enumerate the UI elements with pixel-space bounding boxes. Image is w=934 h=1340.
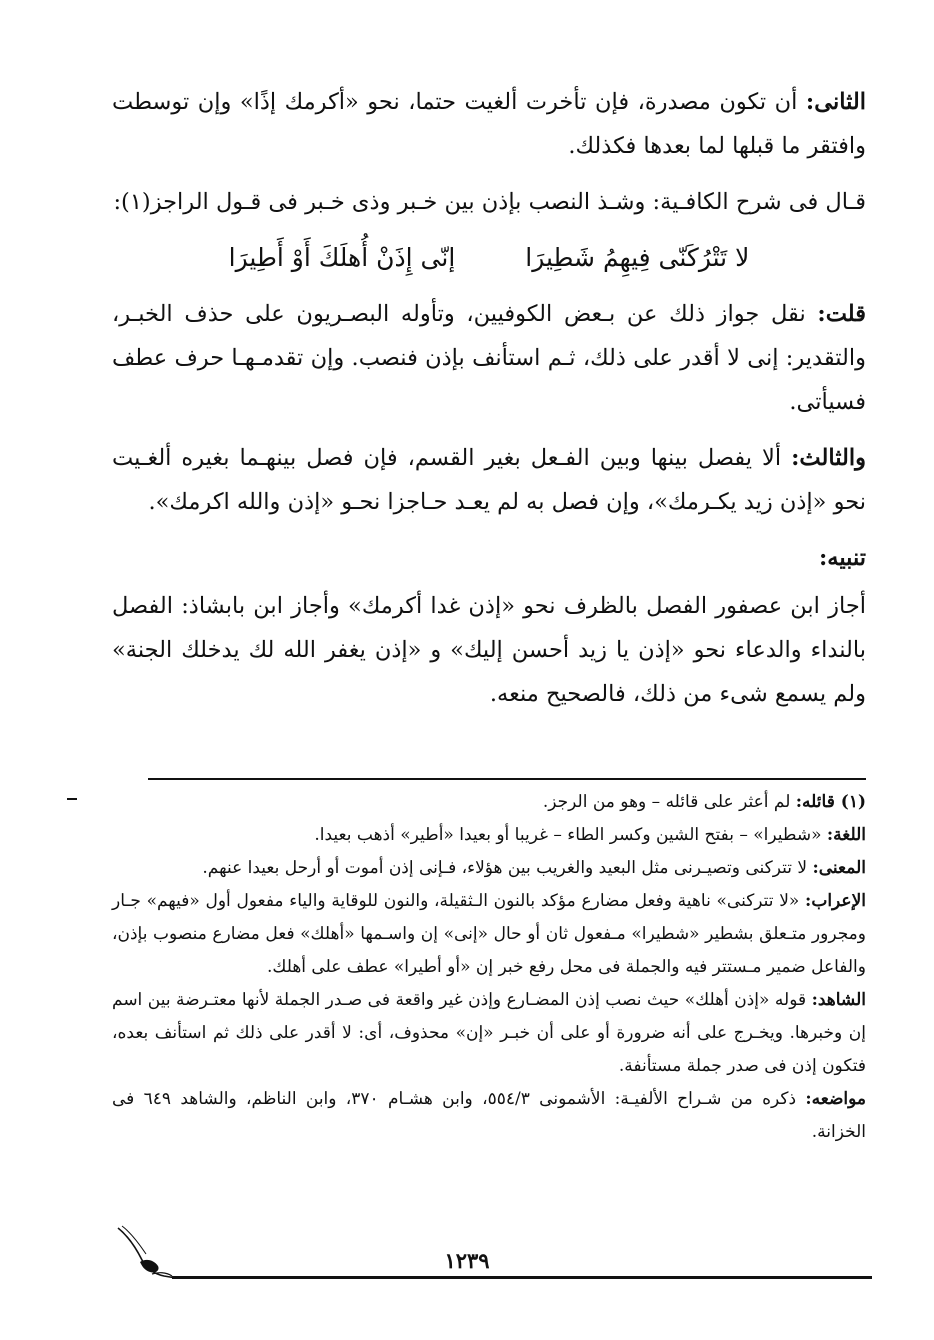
footnote-key: الشاهد: — [811, 990, 866, 1010]
paragraph-text: ألا يفصل بينها وبين الفـعل بغير القسم، فإن فصل بينهـما بغيره ألغـيت نحو «إذن زيد يكـرمك»، وإن فصل به لم يعـد حـاجزا نحـو «إذن والله اكرمك». — [112, 445, 866, 515]
paragraph-text: أن تكون مصدرة، فإن تأخرت ألغيت حتما، نحو «أكرمك إذًا» وإن توسطت وافتقر ما قبلها لما بعدها فكذلك. — [112, 89, 866, 159]
poetry-verse — [112, 234, 866, 282]
paragraph-text: نقل جواز ذلك عن بـعض الكوفيين، وتأوله البصـريون على حذف الخبـر، والتقدير: إنى لا أقدر على ذلك، ثـم استأنف بإذن فنصب. وإن تقدمـهـا حرف عطف فسيأتى. — [112, 301, 866, 415]
paragraph-text: قـال فى شرح الكافـية: وشـذ النصب بإذن بين خـبر وذى خـبر فى قـول الراجز(١): — [113, 189, 866, 215]
footnote-evidence — [112, 984, 866, 1083]
paragraph-lead: قلت: — [817, 301, 866, 327]
footnote-text: «لا تتركنى» ناهية وفعل مضارع مؤكد بالنون الـثقيلة، والنون للوقاية والياء مفعول أول «فيهم» جـار ومجرور متـعلق بشطير «شطيرا» مـفعول ثان أو حال «إنى» إن واسـمها «أهلك» فعل مضارع منصوب بإذن، والفاعل ضمير مـستتر فيه والجملة فى محل رفع خبر إن «أو أطيرا» عطف على أهلك. — [112, 891, 866, 977]
paragraph-commentary — [112, 292, 866, 424]
paragraph-notice: أجاز ابن عصفور الفصل بالظرف نحو «إذن غدا أكرمك» وأجاز ابن بابشاذ: الفصل بالنداء والدعاء نحو «إذن يا زيد أحسن إليك» و «إذن يغفر الله لك يدخلك الجنة» ولم يسمع شىء من ذلك، فالصحيح منعه. — [112, 593, 866, 707]
footnote-key: اللغة: — [826, 825, 866, 845]
main-text — [112, 80, 866, 728]
footnote-text: «شطيرا» – بفتح الشين وكسر الطاء – غريبا أو بعيدا «أطير» أذهب بعيدا. — [314, 825, 827, 845]
section-heading: تنبيه: — [819, 545, 866, 571]
page-number: ١٢٣٩ — [444, 1248, 490, 1273]
paragraph-lead: والثالث: — [791, 445, 866, 471]
footnote-text: لا تتركنى وتصيـرنى مثل البعيد والغريب بين هؤلاء، فـإنى إذن أموت أو أرحل بعيدا عنهم. — [202, 858, 813, 878]
bottom-rule — [172, 1276, 872, 1279]
verse-first-hemistich: لا تَتْرُكَنّى فِيهِمُ شَطِيرَا — [525, 243, 750, 272]
footnote-language — [112, 819, 866, 852]
footnote-text: ذكره من شـراح الألفيـة: الأشمونى ٥٥٤/٣، وابن هشـام ٣٧٠، وابن الناظم، والشاهد ٦٤٩ فى الخزانة. — [112, 1089, 866, 1142]
footnote-key: مواضعه: — [805, 1089, 867, 1109]
margin-mark-icon — [66, 796, 78, 802]
footnote-key: الإعراب: — [805, 891, 866, 911]
footnote-divider — [148, 778, 866, 780]
paragraph-second-condition — [112, 80, 866, 168]
paragraph-lead: الثانى: — [805, 89, 866, 115]
footnote-speaker — [112, 786, 866, 819]
footnote-key: المعنى: — [812, 858, 866, 878]
footnote-parsing — [112, 885, 866, 984]
paragraph-kafiya-quote — [112, 180, 866, 224]
footnote-text: لم أعثر على قائله – وهو من الرجز. — [542, 792, 796, 812]
footnote-sources — [112, 1083, 866, 1149]
footnote-text: قوله «إذن أهلك» حيث نصب إذن المضـارع وإذن غير واقعة فى صـدر الجملة لأنها معتـرضة بين اسم إن وخبرها. ويخـرج على أنه ضرورة أو على أن خبـر «إن» محذوف، أى: لا أقدر على ذلك ثم استأنف بعده، فتكون إذن فى صدر جملة مستأنفة. — [112, 990, 866, 1076]
footnote-meaning — [112, 852, 866, 885]
footnotes — [112, 786, 866, 1149]
footnote-key: (١) قائله: — [795, 792, 866, 812]
verse-second-hemistich: إنّى إِذَنْ أُهلَكَ أَوْ أَطِيرَا — [228, 243, 456, 272]
paragraph-third-condition — [112, 436, 866, 524]
